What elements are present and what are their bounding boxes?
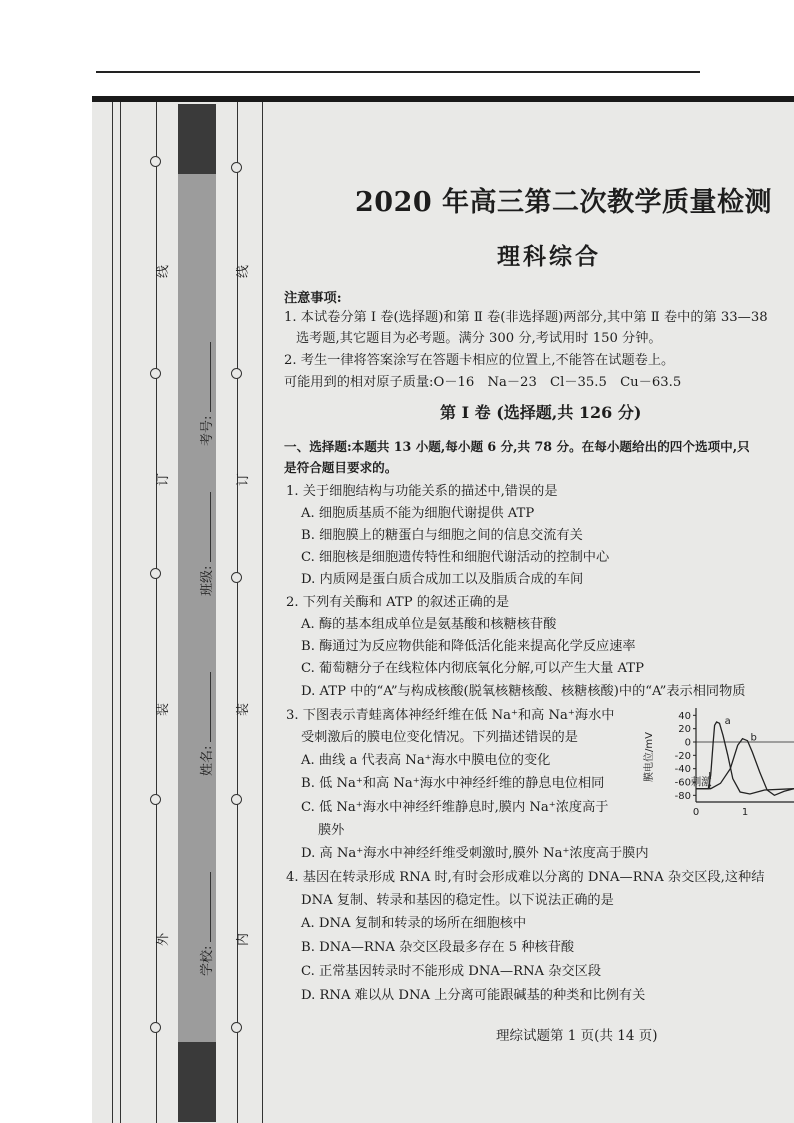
notice-line-1: 1. 本试卷分第 Ⅰ 卷(选择题)和第 Ⅱ 卷(非选择题)两部分,其中第 Ⅱ 卷中的第 33—38 (284, 310, 768, 325)
notice-heading: 注意事项: (284, 291, 342, 306)
inner-label-3: 订 (236, 472, 251, 486)
paper-edge (92, 96, 794, 102)
name-field[interactable] (196, 672, 215, 776)
exam-subtitle: 理科综合 (497, 243, 601, 270)
outer-label-1: 外 (156, 932, 171, 946)
y-tick-label: -80 (674, 790, 691, 802)
q2-option-c: C. 葡萄糖分子在线粒体内彻底氧化分解,可以产生大量 ATP (301, 661, 644, 676)
section-intro-2: 是符合题目要求的。 (284, 460, 398, 475)
id-blank[interactable] (210, 342, 211, 412)
cut-line-outer (156, 96, 157, 1123)
binding-hole (150, 568, 161, 579)
outer-label-4: 线 (156, 264, 171, 278)
inner-label-1: 内 (236, 932, 251, 946)
id-field[interactable] (196, 342, 215, 446)
outer-label-3: 订 (156, 472, 171, 486)
q4-stem-1: 4. 基因在转录形成 RNA 时,有时会形成难以分离的 DNA—RNA 杂交区段,这种结 (286, 870, 765, 885)
outer-label-2: 装 (156, 702, 171, 716)
q1-option-d: D. 内质网是蛋白质合成加工以及脂质合成的车间 (301, 572, 584, 587)
q3-option-a: A. 曲线 a 代表高 Na⁺海水中膜电位的变化 (301, 753, 551, 768)
q1-option-b: B. 细胞膜上的糖蛋白与细胞之间的信息交流有关 (301, 528, 583, 543)
y-tick-label: -20 (674, 750, 691, 762)
binding-hole (150, 794, 161, 805)
id-label: 考号: (200, 415, 215, 446)
stimulus-label: 刺激 (690, 776, 712, 788)
q4-stem-2: DNA 复制、转录和基因的稳定性。以下说法正确的是 (301, 893, 614, 908)
notice-line-1b: 选考题,其它题目为必考题。满分 300 分,考试用时 150 分钟。 (296, 331, 662, 346)
binding-strip-top (178, 104, 216, 174)
x-tick-label: 1 (741, 807, 749, 818)
series-label-b: b (750, 732, 757, 744)
name-label: 姓名: (200, 745, 215, 776)
section-intro-1: 一、选择题:本题共 13 小题,每小题 6 分,共 78 分。在每小题给出的四个选项中,只 (284, 439, 750, 454)
q3-stem-2: 受刺激后的膜电位变化情况。下列描述错误的是 (301, 730, 578, 745)
binding-hole (231, 162, 242, 173)
q1-option-c: C. 细胞核是细胞遗传特性和细胞代谢活动的控制中心 (301, 550, 610, 565)
q2-option-a: A. 酶的基本组成单位是氨基酸和核糖核苷酸 (301, 617, 557, 632)
q1-stem: 1. 关于细胞结构与功能关系的描述中,错误的是 (286, 484, 558, 499)
binding-hole (150, 1022, 161, 1033)
q3-option-c-cont: 膜外 (318, 823, 345, 838)
binding-hole (150, 368, 161, 379)
q3-stem-1: 3. 下图表示青蛙离体神经纤维在低 Na⁺和高 Na⁺海水中 (286, 708, 615, 723)
margin-line (120, 96, 121, 1123)
binding-hole (231, 1022, 242, 1033)
y-tick-label: 0 (684, 737, 691, 749)
top-rule (96, 71, 700, 73)
y-tick-label: -60 (674, 777, 691, 789)
binding-hole (231, 794, 242, 805)
y-tick-label: -40 (674, 764, 691, 776)
y-axis-label: 膜电位/mV (644, 732, 655, 782)
q4-option-b: B. DNA—RNA 杂交区段最多存在 5 种核苷酸 (301, 940, 575, 955)
school-label: 学校: (200, 945, 215, 976)
binding-strip-bottom (178, 1042, 216, 1122)
q3-option-d: D. 高 Na⁺海水中神经纤维受刺激时,膜外 Na⁺浓度高于膜内 (301, 846, 649, 861)
cut-line-inner (237, 96, 238, 1123)
school-blank[interactable] (210, 872, 211, 942)
q2-option-d: D. ATP 中的“A”与构成核酸(脱氧核糖核酸、核糖核酸)中的“A”表示相同物质 (301, 684, 746, 699)
binding-hole (231, 572, 242, 583)
margin-line-right (262, 96, 263, 1123)
q2-stem: 2. 下列有关酶和 ATP 的叙述正确的是 (286, 595, 510, 610)
membrane-potential-chart (630, 704, 794, 824)
binding-hole (150, 156, 161, 167)
y-tick-label: 20 (678, 724, 691, 736)
q4-option-d: D. RNA 难以从 DNA 上分离可能跟碱基的种类和比例有关 (301, 988, 646, 1003)
q3-option-c: C. 低 Na⁺海水中神经纤维静息时,膜内 Na⁺浓度高于 (301, 800, 609, 815)
class-field[interactable] (196, 492, 215, 596)
series-label-a: a (724, 716, 731, 727)
section-title: 第 Ⅰ 卷 (选择题,共 126 分) (440, 403, 642, 422)
notice-line-2: 2. 考生一律将答案涂写在答题卡相应的位置上,不能答在试题卷上。 (284, 353, 675, 368)
notice-line-3: 可能用到的相对原子质量:O－16 Na－23 Cl－35.5 Cu－63.5 (284, 375, 682, 390)
school-field[interactable] (196, 872, 215, 976)
class-label: 班级: (200, 565, 215, 596)
inner-label-4: 线 (236, 264, 251, 278)
x-tick-label: 0 (692, 807, 700, 818)
exam-title: 2020 年高三第二次教学质量检测 (355, 187, 773, 218)
binding-hole (231, 368, 242, 379)
inner-label-2: 装 (236, 702, 251, 716)
q4-option-a: A. DNA 复制和转录的场所在细胞核中 (301, 916, 527, 931)
q4-option-c: C. 正常基因转录时不能形成 DNA—RNA 杂交区段 (301, 964, 602, 979)
class-blank[interactable] (210, 492, 211, 562)
q1-option-a: A. 细胞质基质不能为细胞代谢提供 ATP (301, 506, 535, 521)
margin-line (112, 96, 113, 1123)
name-blank[interactable] (210, 672, 211, 742)
q2-option-b: B. 酶通过为反应物供能和降低活化能来提高化学反应速率 (301, 639, 636, 654)
q3-option-b: B. 低 Na⁺和高 Na⁺海水中神经纤维的静息电位相同 (301, 776, 605, 791)
page-footer: 理综试题第 1 页(共 14 页) (496, 1028, 658, 1044)
y-tick-label: 40 (678, 710, 691, 722)
